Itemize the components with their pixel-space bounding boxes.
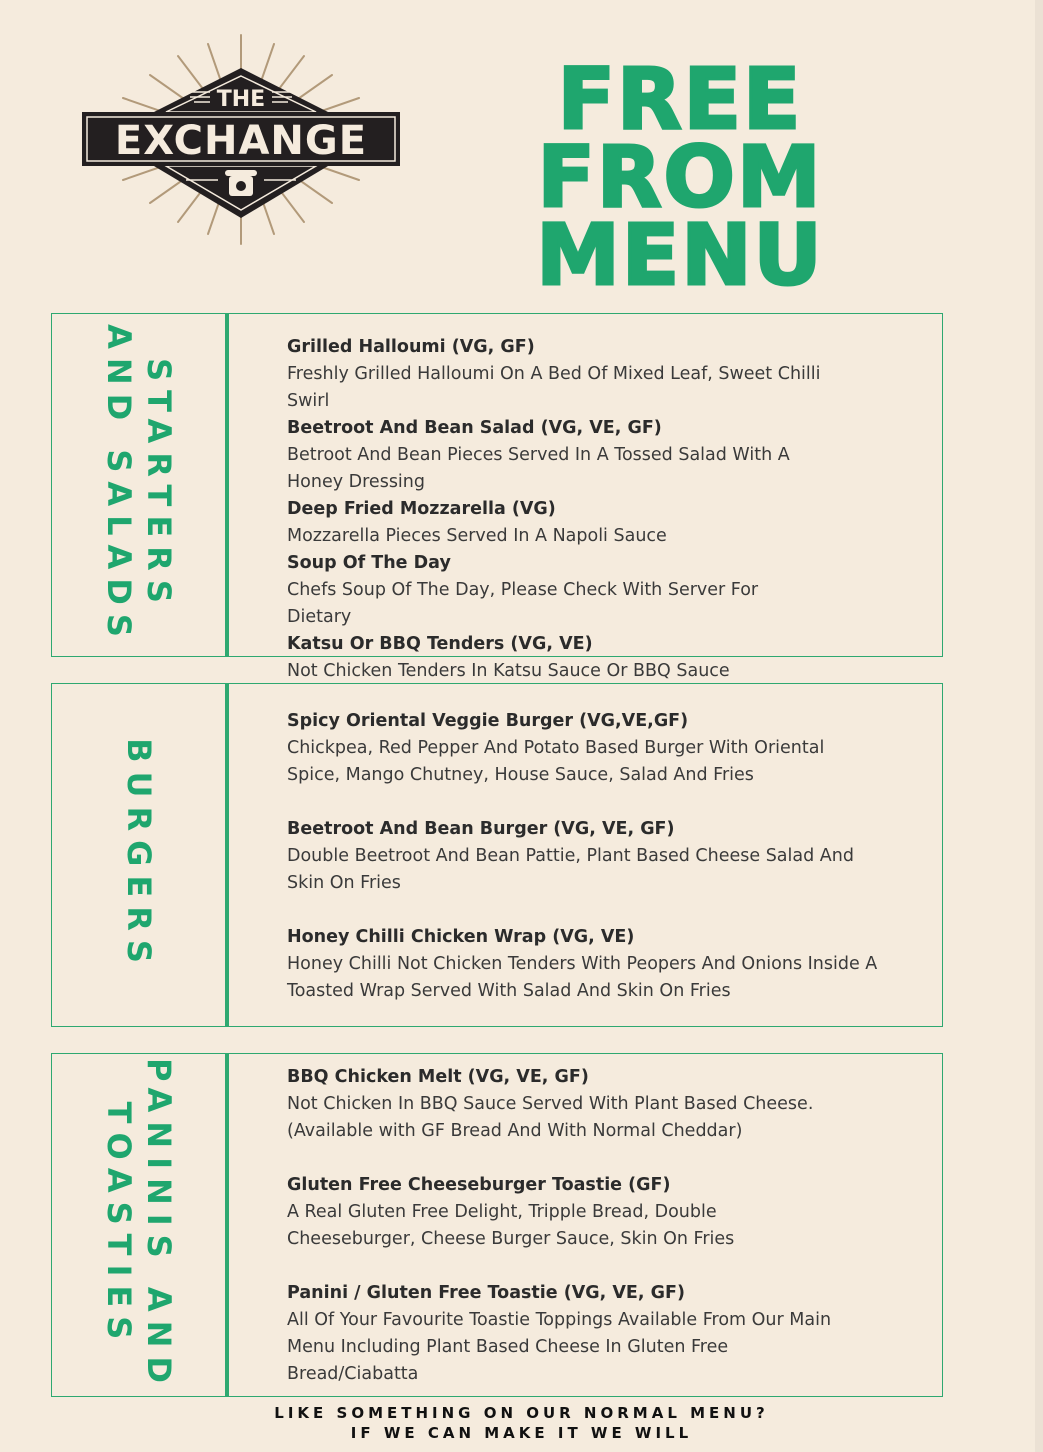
menu-item bbox=[287, 1172, 842, 1253]
menu-item bbox=[287, 334, 822, 415]
item-name: Deep Fried Mozzarella (VG) bbox=[287, 499, 556, 519]
item-description: All Of Your Favourite Toastie Toppings Available From Our Main Menu Including Plant Based Cheese In Gluten Free Bread/Ciabatta bbox=[287, 1310, 832, 1384]
item-name: Honey Chilli Chicken Wrap (VG, VE) bbox=[287, 927, 635, 947]
item-description: A Real Gluten Free Delight, Tripple Bread, Double Cheeseburger, Cheese Burger Sauce, Skin On Fries bbox=[287, 1202, 735, 1249]
item-name: Beetroot And Bean Burger (VG, VE, GF) bbox=[287, 819, 675, 839]
section-label bbox=[99, 324, 179, 646]
item-description: Freshly Grilled Halloumi On A Bed Of Mixed Leaf, Sweet Chilli Swirl bbox=[287, 364, 821, 411]
exchange-logo bbox=[78, 30, 404, 248]
item-description: Mozzarella Pieces Served In A Napoli Sauce bbox=[287, 526, 667, 546]
section-items bbox=[287, 708, 882, 1005]
section-starters-salads bbox=[51, 313, 943, 681]
menu-item bbox=[287, 1064, 842, 1145]
section-label-line-1: STARTERS bbox=[139, 358, 178, 612]
item-name: Panini / Gluten Free Toastie (VG, VE, GF) bbox=[287, 1283, 685, 1303]
item-description: Not Chicken In BBQ Sauce Served With Plant Based Cheese. (Available with GF Bread And With Normal Cheddar) bbox=[287, 1094, 814, 1141]
menu-item bbox=[287, 496, 822, 550]
menu-item bbox=[287, 415, 822, 496]
menu-title bbox=[420, 50, 940, 304]
section-label-line-2: AND SALADS bbox=[99, 324, 138, 646]
section-label-line-1: BURGERS bbox=[119, 738, 158, 972]
footer-line-1: LIKE SOMETHING ON OUR NORMAL MENU? bbox=[274, 1404, 769, 1422]
item-description: Chefs Soup Of The Day, Please Check With Server For Dietary bbox=[287, 580, 759, 627]
item-name: Katsu Or BBQ Tenders (VG, VE) bbox=[287, 634, 593, 654]
section-label bbox=[99, 1058, 179, 1392]
item-description: Honey Chilli Not Chicken Tenders With Peopers And Onions Inside A Toasted Wrap Served With Salad And Skin On Fries bbox=[287, 954, 878, 1001]
item-name: Soup Of The Day bbox=[287, 553, 451, 573]
logo-top-text: THE bbox=[216, 87, 266, 112]
item-description: Not Chicken Tenders In Katsu Sauce Or BBQ Sauce bbox=[287, 661, 730, 681]
item-name: Gluten Free Cheeseburger Toastie (GF) bbox=[287, 1175, 671, 1195]
section-label-line-1: PANINIS AND bbox=[139, 1058, 178, 1392]
telephone-icon bbox=[225, 170, 257, 196]
logo-main-text: EXCHANGE bbox=[114, 118, 368, 164]
section-paninis-toasties bbox=[51, 1053, 943, 1397]
section-label bbox=[119, 738, 159, 972]
section-side-panel bbox=[52, 1054, 229, 1396]
section-burgers bbox=[51, 683, 943, 1027]
menu-item bbox=[287, 550, 822, 631]
section-items bbox=[287, 1064, 842, 1388]
section-items bbox=[287, 334, 822, 685]
item-name: Beetroot And Bean Salad (VG, VE, GF) bbox=[287, 418, 662, 438]
footer-line-2: IF WE CAN MAKE IT WE WILL bbox=[350, 1424, 693, 1442]
item-name: Grilled Halloumi (VG, GF) bbox=[287, 337, 535, 357]
menu-item bbox=[287, 631, 822, 685]
item-description: Chickpea, Red Pepper And Potato Based Burger With Oriental Spice, Mango Chutney, House Sauce, Salad And Fries bbox=[287, 738, 825, 785]
item-description: Double Beetroot And Bean Pattie, Plant Based Cheese Salad And Skin On Fries bbox=[287, 846, 854, 893]
title-line-1: FREE FROM bbox=[537, 50, 823, 226]
item-name: Spicy Oriental Veggie Burger (VG,VE,GF) bbox=[287, 711, 689, 731]
section-side-panel bbox=[52, 314, 229, 656]
item-name: BBQ Chicken Melt (VG, VE, GF) bbox=[287, 1067, 589, 1087]
section-side-panel bbox=[52, 684, 229, 1026]
menu-item bbox=[287, 1280, 842, 1388]
section-label-line-2: TOASTIES bbox=[99, 1101, 138, 1349]
page-edge-shade bbox=[1035, 0, 1043, 1452]
menu-item bbox=[287, 924, 882, 1005]
footer-note bbox=[0, 1403, 1043, 1443]
item-description: Betroot And Bean Pieces Served In A Tossed Salad With A Honey Dressing bbox=[287, 445, 790, 492]
menu-item bbox=[287, 816, 882, 897]
title-line-2: MENU bbox=[536, 206, 824, 304]
menu-item bbox=[287, 708, 882, 789]
